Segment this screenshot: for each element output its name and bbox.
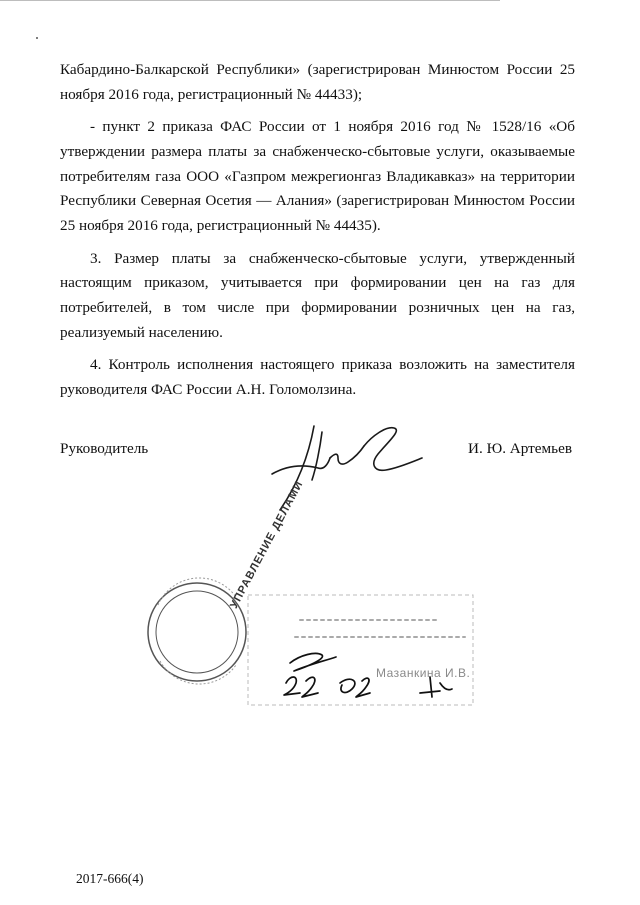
registration-stamp [140, 478, 480, 715]
top-rule [0, 0, 500, 1]
paragraph-item-4: 4. Контроль исполнения настоящего приказа возложить на заместителя руководителя ФАС России А.Н. Голомолзина. [60, 356, 575, 399]
document-number: 2017-666(4) [76, 871, 144, 886]
signatory-name: И. Ю. Артемьев [468, 440, 572, 457]
stamp-received-name: Мазанкина И.В. [376, 666, 471, 680]
paragraph-item-point-2: - пункт 2 приказа ФАС России от 1 ноября 2016 год № 1528/16 «Об утверждении размера платы за снабженческо-сбытовые услуги, оказываемые потребителям газа ООО «Газпром межрегионгаз Владикавказ» на территории Республики Северная Осетия — Алания» (зарегистрирован Минюстом России 25 ноября 2016 года, регистрационный № 44435). [60, 118, 575, 234]
signatory-role: Руководитель [60, 440, 149, 457]
paragraph-item-3: 3. Размер платы за снабженческо-сбытовые услуги, утвержденный настоящим приказом, учитывается при формировании цен на газ для потребителей, в том числе при формировании розничных цен на газ, реализуемый населению. [60, 249, 575, 341]
paragraph-continuation: Кабардино-Балкарской Республики» (зарегистрирован Минюстом России 25 ноября 2016 года, регистрационный № 44433); [60, 61, 575, 103]
stamp-graphic [140, 565, 480, 715]
document-body [60, 58, 575, 403]
stamp-seal-text: УПРАВЛЕНИЕ ДЕЛАМИ [228, 478, 306, 611]
scan-speck [36, 37, 38, 39]
